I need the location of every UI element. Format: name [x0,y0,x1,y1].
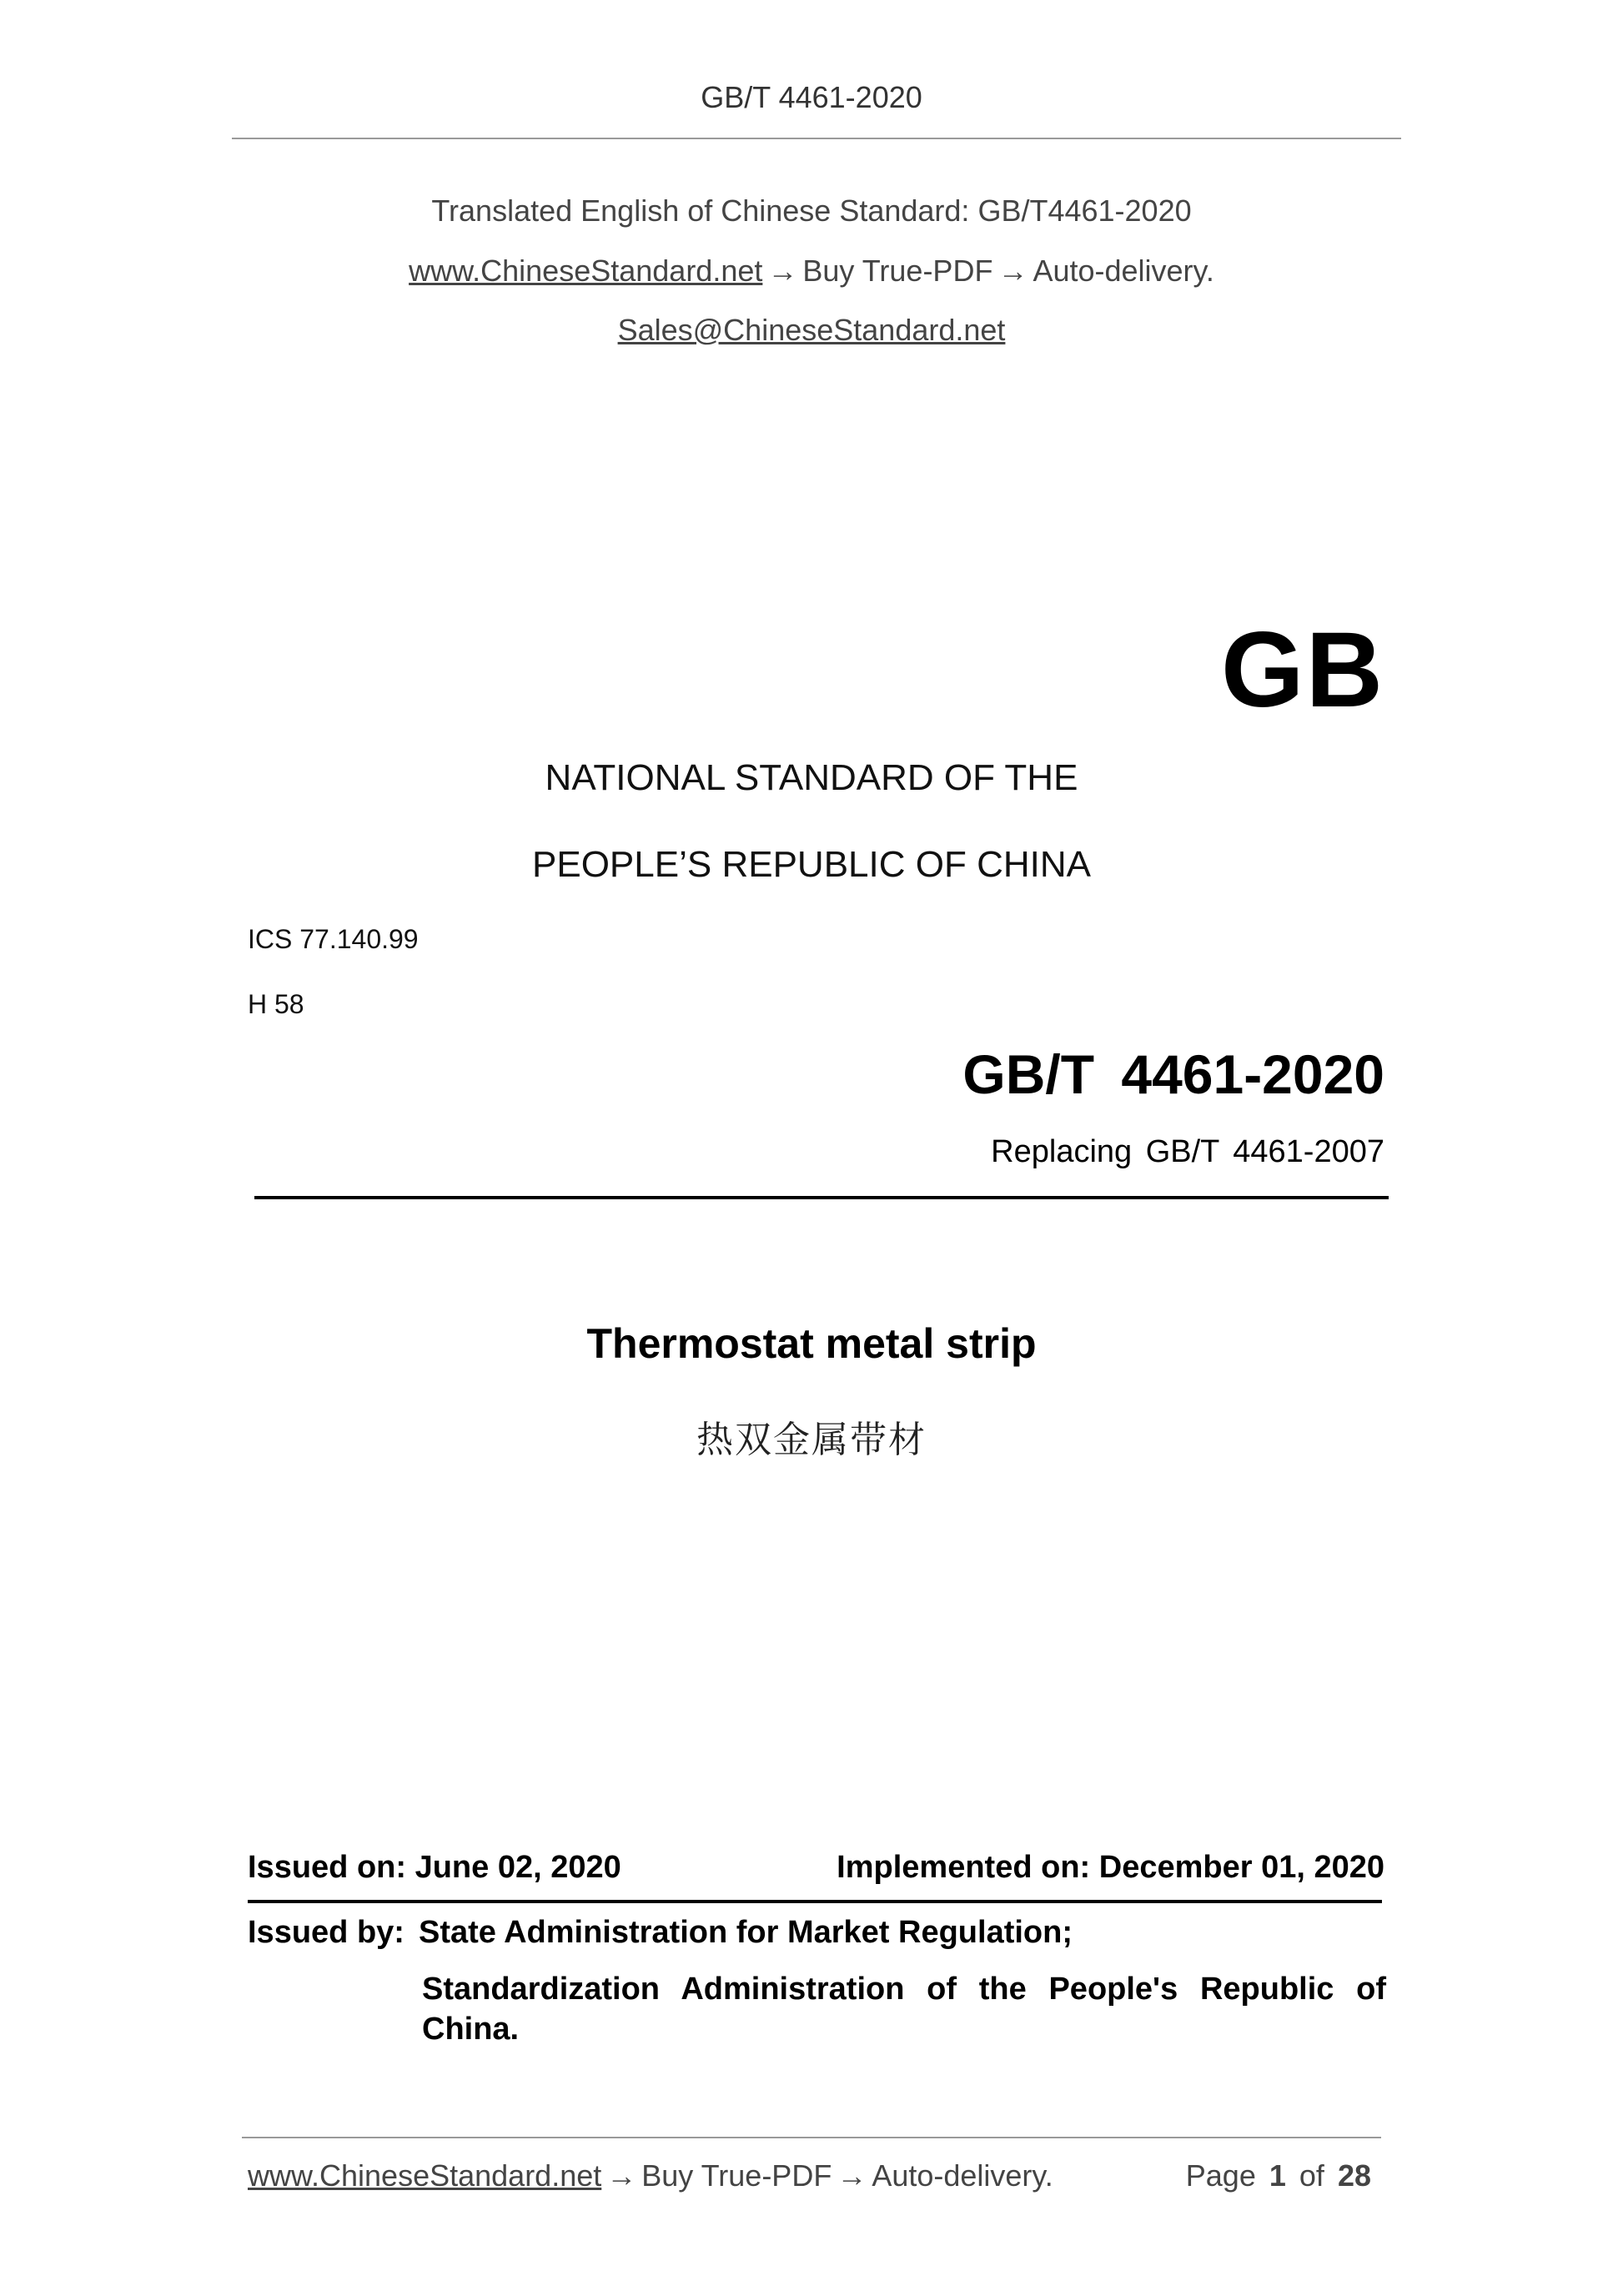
document-title-chinese: 热双金属带材 [696,1419,927,1461]
issue-divider [248,1900,1382,1903]
header-divider [232,138,1401,139]
title-divider [254,1196,1389,1199]
national-standard-line-1: NATIONAL STANDARD OF THE [545,757,1078,798]
arrow-icon: → [767,254,798,288]
page-of: of [1299,2158,1324,2193]
ccs-code: H 58 [248,989,304,1019]
issued-by-authority-1: State Administration for Market Regulation; [419,1915,1073,1950]
footer-divider [242,2137,1381,2138]
page-label: Page [1185,2158,1256,2193]
footer-promo [248,2158,1053,2193]
arrow-icon: → [837,2158,867,2193]
site-link[interactable]: www.ChineseStandard.net [409,254,763,288]
footer-auto-text: Auto-delivery. [872,2158,1053,2193]
footer-buy-text: Buy True-PDF [641,2158,832,2193]
implemented-on: Implemented on: December 01, 2020 [837,1850,1384,1885]
issued-by-authority-2: Standardization Administration of the People's Republic of [422,1972,1386,2007]
running-header: GB/T 4461-2020 [701,80,922,114]
sales-email-link[interactable]: Sales@ChineseStandard.net [617,313,1006,347]
footer-site-link[interactable]: www.ChineseStandard.net [248,2158,602,2193]
national-standard-line-2: PEOPLE’S REPUBLIC OF CHINA [532,844,1091,885]
promo-email-line [0,313,1623,348]
page-total: 28 [1337,2158,1371,2193]
arrow-icon: → [606,2158,637,2193]
translation-notice: Translated English of Chinese Standard: GB/T4461-2020 [431,193,1192,228]
issued-on: Issued on: June 02, 2020 [248,1850,621,1885]
auto-delivery-text: Auto-delivery. [1033,254,1214,288]
replacing-standard: Replacing GB/T 4461-2007 [991,1134,1384,1169]
document-title: Thermostat metal strip [586,1320,1037,1367]
issued-by-label: Issued by: [248,1915,404,1950]
issued-by-authority-2-cont: China. [422,2012,520,2047]
buy-text: Buy True-PDF [802,254,993,288]
arrow-icon: → [997,254,1028,288]
standard-number: GB/T 4461-2020 [962,1043,1384,1105]
ics-code: ICS 77.140.99 [248,924,419,954]
promo-buy-line [0,254,1623,289]
gb-logo: GB [1221,610,1384,730]
page-current: 1 [1269,2158,1286,2193]
page-indicator [1186,2158,1371,2193]
